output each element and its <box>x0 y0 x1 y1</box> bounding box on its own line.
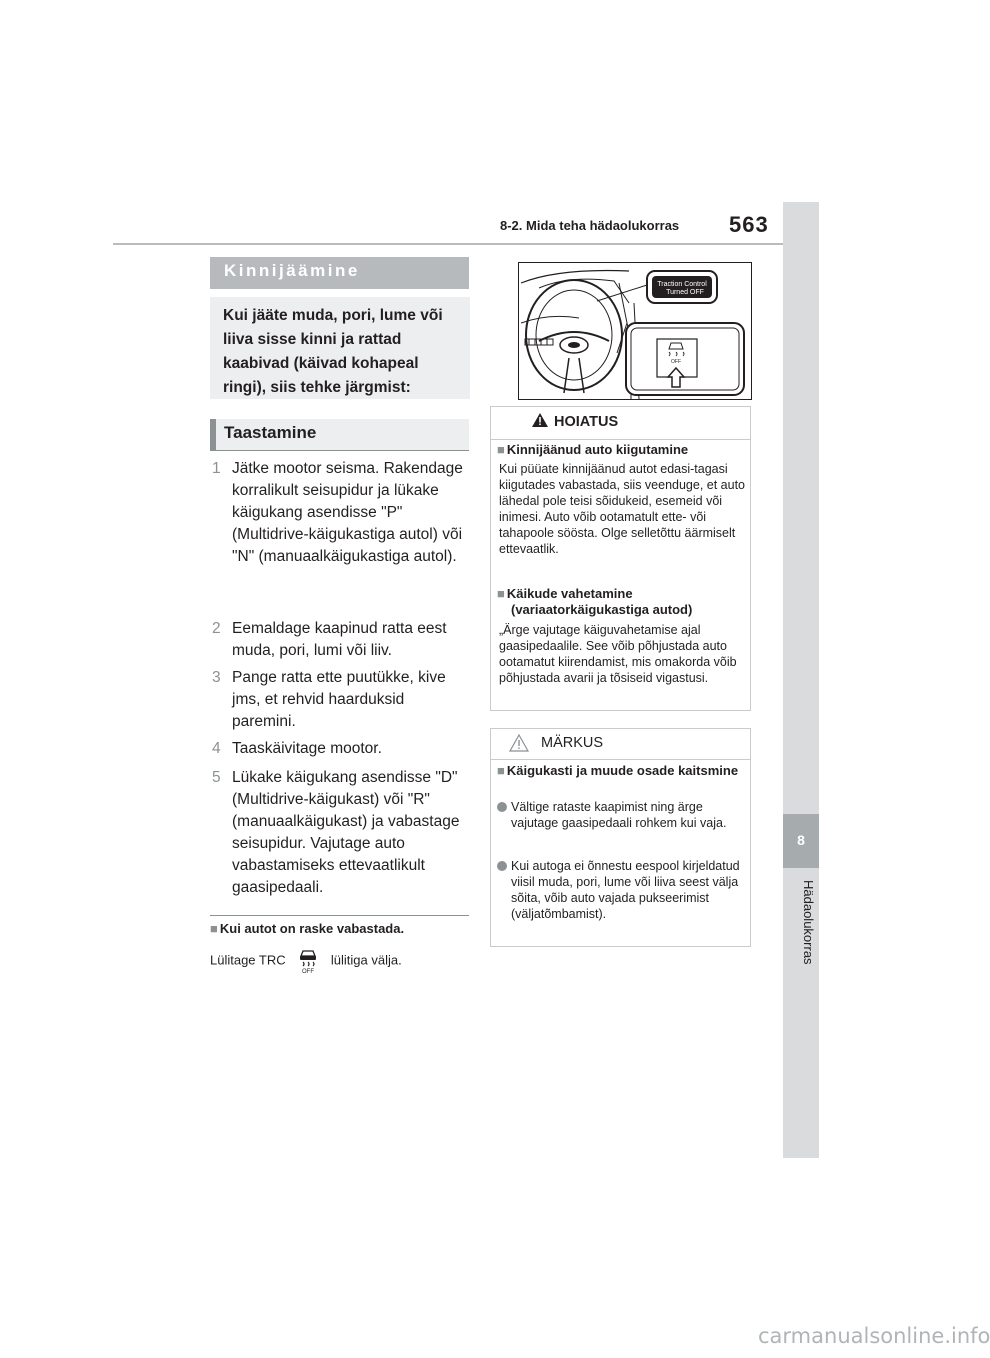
step-number: 5 <box>212 769 221 786</box>
step-number: 3 <box>212 669 221 686</box>
square-bullet-icon: ■ <box>497 586 505 601</box>
recovery-title-text: Taastamine <box>224 423 317 442</box>
step-number: 4 <box>212 740 221 757</box>
trc-instruction: Lülitage TRC OFF lülitiga välja. <box>210 948 402 974</box>
step-item <box>212 667 470 733</box>
square-bullet-icon: ■ <box>210 921 218 936</box>
notice-box <box>490 728 751 947</box>
warning-label: HOIATUS <box>554 414 619 430</box>
warning-item-text: „Ärge vajutage käiguvahetamise ajal gaasipedaalile. See võib põhjustada auto ootamatut kiirendamist, mis omakorda võib põhjustada avarii ja tõsiseid vigastusi. <box>499 623 737 685</box>
notice-label: MÄRKUS <box>541 735 604 751</box>
subsection-heading: ■ Kui autot on raske vabastada. <box>210 921 405 936</box>
step-text: Eemaldage kaapinud ratta eest muda, pori, lumi või liiv. <box>232 620 447 659</box>
topic-title-bar <box>210 257 469 289</box>
chapter-number: 8 <box>797 832 805 848</box>
step-text: Lükake käigukang asendisse "D" (Multidrive-käigukast) või "R" (manuaalkäigukast) ja vabastage seisupidur. Vajutage auto vabastamiseks ettevaatlikult gaasipedaali. <box>232 769 460 896</box>
display-text-line2: Turned OFF <box>666 289 704 296</box>
step-item <box>212 458 470 568</box>
recovery-section-title <box>210 419 469 451</box>
trc-off-icon <box>297 948 319 974</box>
warning-item-text: Kui püüate kinnijäänud autot edasi-tagasi kiigutades vabastada, siis veenduge, et auto lähedal pole teisi sõidukeid, esemeid või inimesi. Auto võib ootamatult ette- või tahapoole söösta. Olge selletõttu äärmiselt ettevaatlik. <box>499 462 746 556</box>
square-bullet-icon: ■ <box>497 442 505 457</box>
topic-title: Kinnijäämine <box>224 261 360 280</box>
warning-item-heading: ■ Kinnijäänud auto kiigutamine <box>497 442 689 457</box>
square-bullet-icon: ■ <box>497 763 505 778</box>
step-item <box>212 767 470 899</box>
section-marker <box>210 419 216 450</box>
page-number: 563 <box>729 212 769 237</box>
intro-box <box>210 297 470 399</box>
chapter-label: Hädaolukorras <box>801 880 816 965</box>
svg-text:OFF: OFF <box>302 969 315 975</box>
warning-icon <box>531 412 549 428</box>
dashboard-illustration <box>518 262 752 400</box>
notice-bullet: Kui autoga ei õnnestu eespool kirjeldatud viisil muda, pori, lume või liiva seest välja sõita, võib auto vajada pukseerimist (väljatõmbamist). <box>497 858 747 922</box>
watermark: carmanualsonline.info <box>758 1324 990 1348</box>
bullet-dot-icon <box>497 861 507 871</box>
warning-box <box>490 406 751 711</box>
warning-header <box>491 407 750 440</box>
bullet-dot-icon <box>497 802 507 812</box>
intro-text: Kui jääte muda, pori, lume või liiva sisse kinni ja rattad kaabivad (käivad kohapeal ringi), siis tehke järgmist: <box>223 307 443 396</box>
step-number: 1 <box>212 460 221 477</box>
chapter-side-tab <box>783 202 819 1158</box>
step-number: 2 <box>212 620 221 637</box>
step-text: Jätke mootor seisma. Rakendage korralikult seisupidur ja lükake käigukang asendisse "P" (Multidrive-käigukastiga autol) või "N" (manuaalkäigukastiga autol). <box>232 460 463 565</box>
step-text: Taaskäivitage mootor. <box>232 740 382 757</box>
notice-header <box>491 729 750 760</box>
subsection-divider <box>210 915 469 916</box>
notice-heading: ■ Käigukasti ja muude osade kaitsmine <box>497 763 739 778</box>
step-item <box>212 618 470 662</box>
caution-icon <box>509 734 529 752</box>
display-text-line1: Traction Control <box>657 281 707 288</box>
step-text: Pange ratta ette puutükke, kive jms, et rehvid haarduksid paremini. <box>232 669 446 730</box>
step-item <box>212 738 470 760</box>
header-divider <box>113 243 783 245</box>
notice-bullet: Vältige rataste kaapimist ning ärge vajutage gaasipedaali rohkem kui vaja. <box>497 799 747 831</box>
section-title: 8-2. Mida teha hädaolukorras <box>500 218 680 233</box>
warning-item-heading: ■ Käikude vahetamine (variaatorkäigukastiga autod) <box>497 586 693 617</box>
button-off-label: OFF <box>671 359 681 365</box>
